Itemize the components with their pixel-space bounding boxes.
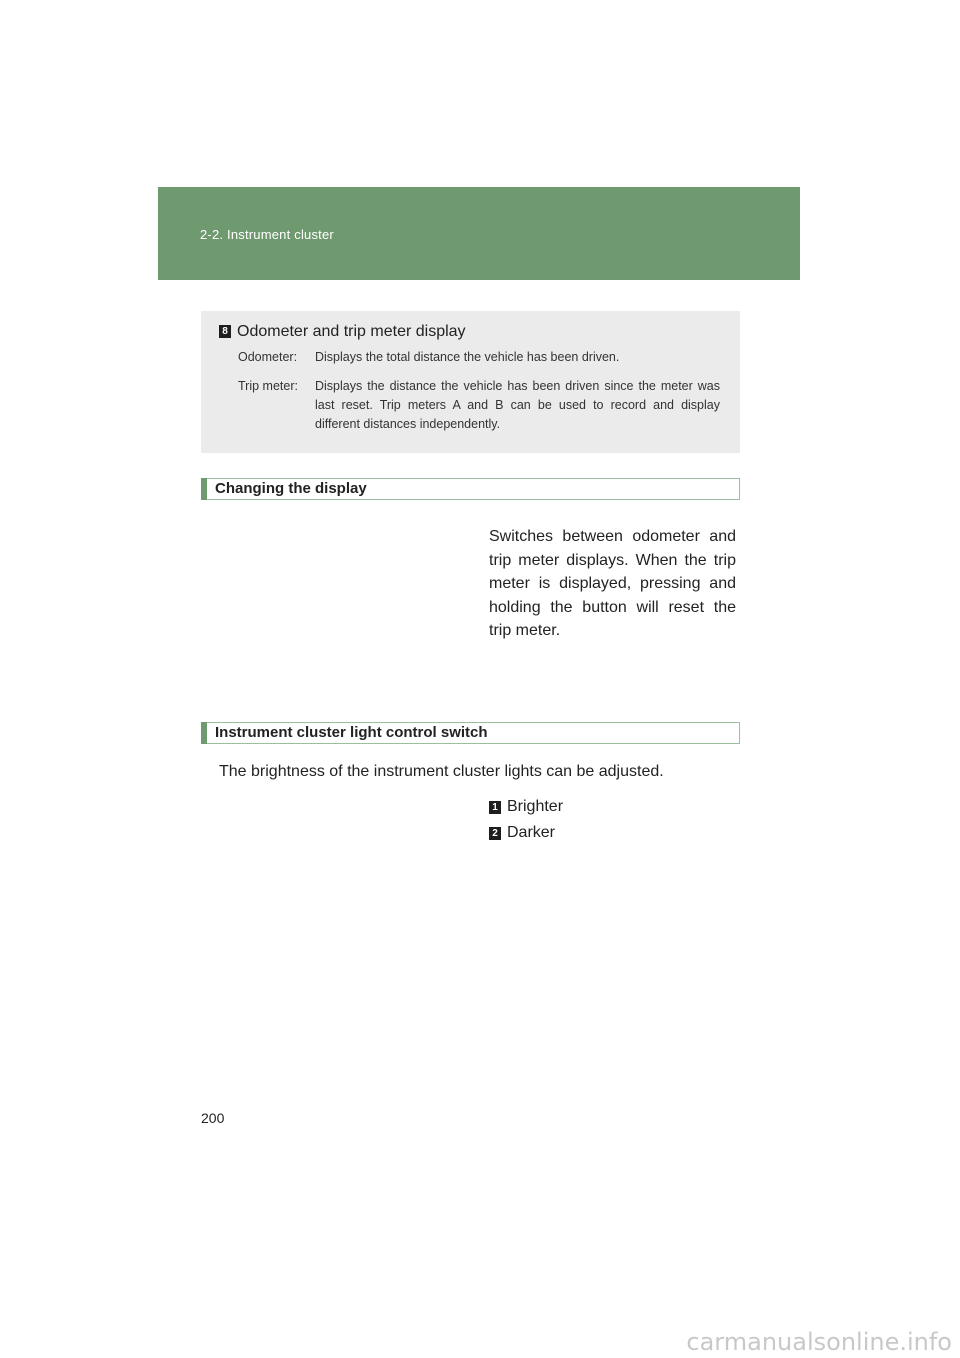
list-item-label: Brighter bbox=[507, 798, 564, 815]
list-item-darker bbox=[489, 824, 555, 842]
changing-display-heading bbox=[201, 478, 740, 500]
number-2-badge-icon: 2 bbox=[489, 827, 501, 840]
definition-term: Odometer: bbox=[238, 350, 298, 364]
light-control-intro: The brightness of the instrument cluster lights can be adjusted. bbox=[219, 763, 664, 780]
section-breadcrumb: 2-2. Instrument cluster bbox=[200, 227, 334, 242]
light-control-heading bbox=[201, 722, 740, 744]
odometer-info-box bbox=[201, 311, 740, 453]
number-1-badge-icon: 1 bbox=[489, 801, 501, 814]
changing-display-description: Switches between odometer and trip meter displays. When the trip meter is displayed, pressing and holding the button will reset the trip meter. bbox=[489, 528, 736, 639]
definition-description: Displays the distance the vehicle has been driven since the meter was last reset. Trip meters A and B can be used to record and display different distances independently. bbox=[315, 379, 720, 431]
info-box-title bbox=[219, 323, 466, 341]
heading-accent-bar bbox=[201, 722, 207, 744]
definition-description: Displays the total distance the vehicle has been driven. bbox=[315, 350, 620, 364]
list-item-label: Darker bbox=[507, 824, 556, 841]
page-number: 200 bbox=[201, 1110, 225, 1126]
heading-label: Instrument cluster light control switch bbox=[215, 724, 488, 741]
heading-label: Changing the display bbox=[215, 480, 367, 497]
heading-accent-bar bbox=[201, 478, 207, 500]
section-header-band bbox=[158, 187, 800, 280]
list-item-brighter bbox=[489, 798, 563, 816]
watermark-text: carmanualsonline.info bbox=[686, 1328, 952, 1356]
number-8-badge-icon: 8 bbox=[219, 325, 231, 338]
definition-term: Trip meter: bbox=[238, 379, 298, 393]
info-box-title-text: Odometer and trip meter display bbox=[237, 323, 466, 340]
